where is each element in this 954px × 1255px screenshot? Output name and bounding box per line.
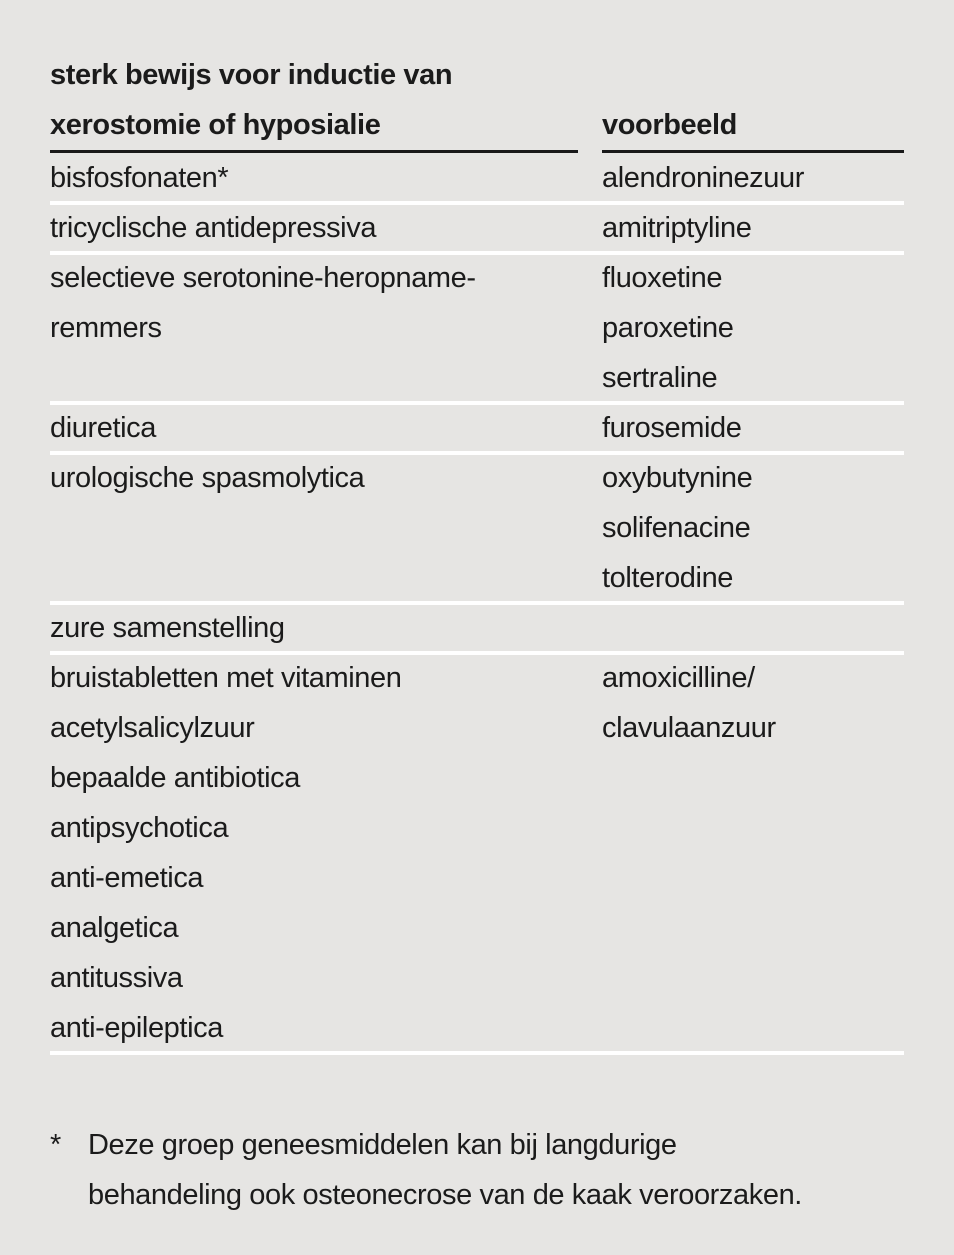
- footnote-line: behandeling ook osteonecrose van de kaak veroorzaken.: [88, 1179, 802, 1211]
- category-cell: [50, 603, 602, 653]
- table-row-group-bisfosfonaten: [50, 153, 904, 203]
- example-cell: [602, 403, 904, 453]
- category-text: bruistabletten met vitaminen: [50, 662, 402, 694]
- example-text: clavulaanzuur: [602, 712, 776, 744]
- example-text: amoxicilline/: [602, 662, 755, 694]
- category-cell: [50, 203, 602, 253]
- example-text: [602, 603, 904, 653]
- example-cell: [602, 153, 904, 203]
- category-cell: [50, 153, 602, 203]
- header-category-line1: sterk bewijs voor inductie van: [50, 59, 453, 91]
- footnote: [50, 1120, 904, 1220]
- table-header-row: [50, 50, 904, 153]
- example-text: oxybutynine: [602, 462, 753, 494]
- category-text: anti-emetica: [50, 862, 204, 894]
- table-row-group-urologische: [50, 453, 904, 603]
- example-text: alendroninezuur: [602, 162, 804, 194]
- category-text: [50, 353, 602, 403]
- category-text: [50, 553, 602, 603]
- example-text: paroxetine: [602, 312, 734, 344]
- example-cell: [602, 603, 904, 653]
- category-text: remmers: [50, 312, 162, 344]
- table-row-group-ssri: [50, 253, 904, 403]
- header-example-label: voorbeeld: [602, 109, 737, 141]
- category-text: diuretica: [50, 412, 157, 444]
- table-row-group-diuretica: [50, 403, 904, 453]
- category-cell: [50, 653, 602, 1053]
- category-text: [50, 503, 602, 553]
- category-text: tricyclische antidepressiva: [50, 212, 377, 244]
- table-row-group-overige: [50, 653, 904, 1053]
- table-row-group-tricyclische: [50, 203, 904, 253]
- example-cell: [602, 203, 904, 253]
- footnote-line: Deze groep geneesmiddelen kan bij langdurige: [88, 1129, 677, 1161]
- category-cell: [50, 453, 602, 603]
- category-cell: [50, 403, 602, 453]
- category-text: bepaalde antibiotica: [50, 762, 300, 794]
- table-row-group-zure-samenstelling: [50, 603, 904, 653]
- example-text: amitriptyline: [602, 212, 752, 244]
- category-text: zure samenstelling: [50, 612, 285, 644]
- header-category-column: [50, 50, 578, 153]
- example-cell: [602, 653, 904, 1053]
- header-category-line2: xerostomie of hyposialie: [50, 109, 381, 141]
- table-body: [50, 153, 904, 1053]
- category-text: bisfosfonaten*: [50, 162, 229, 194]
- example-text: fluoxetine: [602, 262, 723, 294]
- category-text: antipsychotica: [50, 812, 229, 844]
- category-text: antitussiva: [50, 962, 183, 994]
- example-text: tolterodine: [602, 562, 734, 594]
- example-cell: [602, 453, 904, 603]
- category-text: acetylsalicylzuur: [50, 712, 255, 744]
- category-cell: [50, 253, 602, 403]
- example-cell: [602, 253, 904, 403]
- category-text: analgetica: [50, 912, 179, 944]
- example-text: sertraline: [602, 362, 718, 394]
- header-example-column: [602, 50, 904, 153]
- example-text: solifenacine: [602, 512, 751, 544]
- category-text: urologische spasmolytica: [50, 462, 365, 494]
- footnote-text: [88, 1120, 904, 1220]
- footnote-asterisk: *: [50, 1129, 61, 1161]
- example-text: furosemide: [602, 412, 742, 444]
- category-text: anti-epileptica: [50, 1012, 223, 1044]
- category-text: selectieve serotonine-heropname-: [50, 262, 476, 294]
